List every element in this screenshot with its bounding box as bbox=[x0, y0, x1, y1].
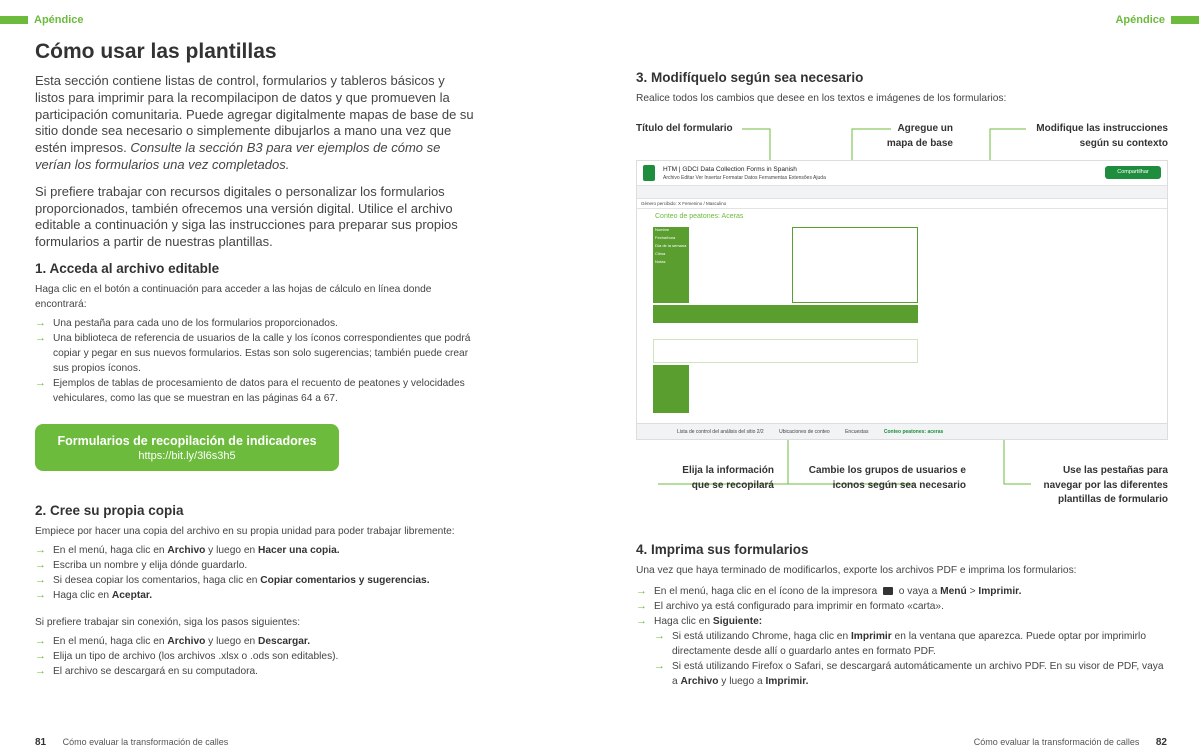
arrow-icon: → bbox=[636, 600, 647, 612]
list-item: → El archivo se descargará en su computadora. bbox=[35, 664, 258, 677]
sheet-tabbar bbox=[637, 423, 1167, 439]
callout-form-title: Título del formulario bbox=[636, 123, 733, 134]
list-item: → Elija un tipo de archivo (los archivos .xlsx o .ods son editables). bbox=[35, 649, 339, 662]
arrow-icon: → bbox=[35, 543, 46, 556]
formula-bar: Género percibido: X Femenino / Masculino bbox=[637, 199, 1167, 209]
section-4-list bbox=[636, 584, 1168, 689]
footer-left: 81 Cómo evaluar la transformación de calles bbox=[35, 737, 229, 748]
intro-paragraph-2: Si prefiere trabajar con recursos digitales o personalizar los formularios proporcionados, también ofrecemos una versión digital. Utilice el archivo editable a continuación y siga las instrucciones para preparar sus propios formularios a partir de nuestras plantillas. bbox=[35, 183, 458, 250]
section-2-title: 2. Cree su propia copia bbox=[35, 502, 184, 518]
intro-paragraph: Esta sección contiene listas de control, formularios y tableros básicos y listos para imprimir para la recompilacipon de datos y que promueven la participación comunitaria. Puede agregar digitalmente mapas de base de su sitio donde sea necesario o simplemente dibujarlos a mano una vez que estén impresos. Consulte la sección B3 para ver ejemplos de cómo se verían los formularios una vez completados. bbox=[35, 73, 474, 172]
callout-info: Elija la información que se recopilará bbox=[682, 465, 774, 491]
list-item: → En el menú, haga clic en Archivo y luego en Hacer una copia. bbox=[35, 543, 340, 556]
section-1-title: 1. Acceda al archivo editable bbox=[35, 260, 220, 276]
section-2-list bbox=[35, 543, 475, 603]
list-item: → Si está utilizando Chrome, haga clic en Imprimir en la ventana que aparezca. Puede optar por imprimirlo directamente desde allí o guardarlo antes en formato PDF. bbox=[654, 630, 1146, 657]
appendix-label-left: Apéndice bbox=[0, 14, 84, 26]
list-item: → Haga clic en Siguiente: → Si está utilizando Chrome, haga clic en Imprimir en la ventana que aparezca. Puede optar por imprimirlo directamente desde allí o guardarlo antes en formato PDF. → Si está utilizando Firefox o Safari, se descargará automáticamente un archivo PDF. En su visor de PDF, vaya a Archivo y luego a Imprimir. bbox=[636, 614, 1168, 689]
list-item: → Si desea copiar los comentarios, haga clic en Copiar comentarios y sugerencias. bbox=[35, 573, 430, 586]
list-item: → Una biblioteca de referencia de usuarios de la calle y los íconos correspondientes que podrá copiar y pegar en sus nuevos formularios. Estas son solo sugerencias; también puede crear sus propios íconos. bbox=[35, 331, 471, 374]
list-item: → Ejemplos de tablas de procesamiento de datos para el recuento de peatones y velocidades vehiculares, como las que se muestran en las páginas 64 a 67. bbox=[35, 376, 465, 404]
page-title: Cómo usar las plantillas bbox=[35, 40, 277, 63]
list-item: → Una pestaña para cada uno de los formularios proporcionados. bbox=[35, 316, 338, 329]
section-4 bbox=[636, 542, 1168, 689]
row-label: Notas bbox=[653, 259, 689, 303]
share-button: Compartilhar bbox=[1105, 166, 1161, 179]
spreadsheet-screenshot bbox=[636, 160, 1168, 440]
section-4-sublist bbox=[654, 629, 1168, 689]
arrow-icon: → bbox=[35, 573, 46, 586]
forms-link-button[interactable]: Formularios de recopilación de indicadores https://bit.ly/3l6s3h5 bbox=[35, 424, 339, 471]
footer-right: Cómo evaluar la transformación de calles 82 bbox=[973, 737, 1167, 748]
sheet-header bbox=[637, 161, 1167, 185]
arrow-icon: → bbox=[654, 660, 665, 672]
grid-title: Conteo de peatones: Aceras bbox=[655, 213, 744, 220]
section-4-title: 4. Imprima sus formularios bbox=[636, 542, 809, 557]
row-label: Clima bbox=[653, 251, 689, 259]
callout-groups: Cambie los grupos de usuarios e iconos según sea necesario bbox=[808, 465, 966, 491]
offline-list bbox=[35, 634, 475, 679]
list-item: → El archivo ya está configurado para imprimir en formato «carta». bbox=[636, 600, 944, 612]
callout-tabs: Use las pestañas para navegar por las diferentes plantillas de formulario bbox=[1043, 465, 1168, 505]
tab-pedestrian-count: Conteo peatones: aceras bbox=[883, 429, 944, 435]
section-1-list bbox=[35, 316, 475, 406]
row-label: Nombre bbox=[653, 227, 689, 235]
arrow-icon: → bbox=[636, 585, 647, 597]
instructions-bar bbox=[653, 305, 918, 323]
arrow-icon: → bbox=[654, 630, 665, 642]
arrow-icon: → bbox=[35, 649, 46, 662]
tab-site-checklist: Lista de control del análisis del sitio 2/2 bbox=[677, 429, 764, 435]
sheet-menu: Archivo Editar Ver Insertar Formatar Datos Ferramentas Extensões Ajuda bbox=[663, 174, 826, 181]
sheet-grid bbox=[653, 213, 919, 423]
printer-icon bbox=[883, 587, 893, 595]
list-item: → En el menú, haga clic en el ícono de la impresora o vaya a Menú > Imprimir. bbox=[636, 585, 1022, 597]
list-item: → Haga clic en Aceptar. bbox=[35, 588, 153, 601]
offline-intro: Si prefiere trabajar sin conexión, siga los pasos siguientes: bbox=[35, 616, 301, 628]
arrow-icon: → bbox=[35, 588, 46, 601]
left-page bbox=[35, 40, 475, 679]
tab-count-locations: Ubicaciones de conteo bbox=[779, 429, 830, 435]
basemap-box bbox=[792, 227, 918, 303]
list-item: → Escriba un nombre y elija dónde guardarlo. bbox=[35, 558, 248, 571]
collection-rows bbox=[653, 365, 689, 413]
row-label: Día de la semana bbox=[653, 243, 689, 251]
arrow-icon: → bbox=[636, 615, 647, 627]
sheet-doc-title: HTM | GDCI Data Collection Forms in Spanish bbox=[663, 165, 797, 173]
appendix-label-right: Apéndice bbox=[1115, 14, 1199, 26]
right-page bbox=[636, 70, 1168, 106]
arrow-icon: → bbox=[35, 331, 46, 344]
section-2-body: Empiece por hacer una copia del archivo en su propia unidad para poder trabajar libremente: bbox=[35, 525, 455, 537]
tab-surveys: Encuestas bbox=[845, 429, 869, 435]
section-1-body: Haga clic en el botón a continuación para acceder a las hojas de cálculo en línea donde encontrará: bbox=[35, 283, 432, 310]
list-item: → En el menú, haga clic en Archivo y luego en Descargar. bbox=[35, 634, 311, 647]
callout-instructions: Modifique las instrucciones según su contexto bbox=[1036, 123, 1168, 149]
callout-basemap: Agregue un mapa de base bbox=[886, 123, 953, 149]
list-item: → Si está utilizando Firefox o Safari, se descargará automáticamente un archivo PDF. En su visor de PDF, vaya a Archivo y luego a Imprimir. bbox=[654, 660, 1164, 687]
user-groups-row bbox=[653, 339, 918, 363]
arrow-icon: → bbox=[35, 558, 46, 571]
arrow-icon: → bbox=[35, 634, 46, 647]
arrow-icon: → bbox=[35, 376, 46, 389]
sheets-logo-icon bbox=[643, 165, 655, 181]
sheet-toolbar bbox=[637, 185, 1167, 199]
section-4-body: Una vez que haya terminado de modificarlos, exporte los archivos PDF e imprima los formularios: bbox=[636, 565, 1077, 576]
arrow-icon: → bbox=[35, 316, 46, 329]
row-label: Fecha/hora bbox=[653, 235, 689, 243]
section-3-title: 3. Modifíquelo según sea necesario bbox=[636, 70, 864, 85]
annotated-screenshot bbox=[636, 120, 1168, 510]
arrow-icon: → bbox=[35, 664, 46, 677]
section-3-body: Realice todos los cambios que desee en los textos e imágenes de los formularios: bbox=[636, 93, 1007, 104]
